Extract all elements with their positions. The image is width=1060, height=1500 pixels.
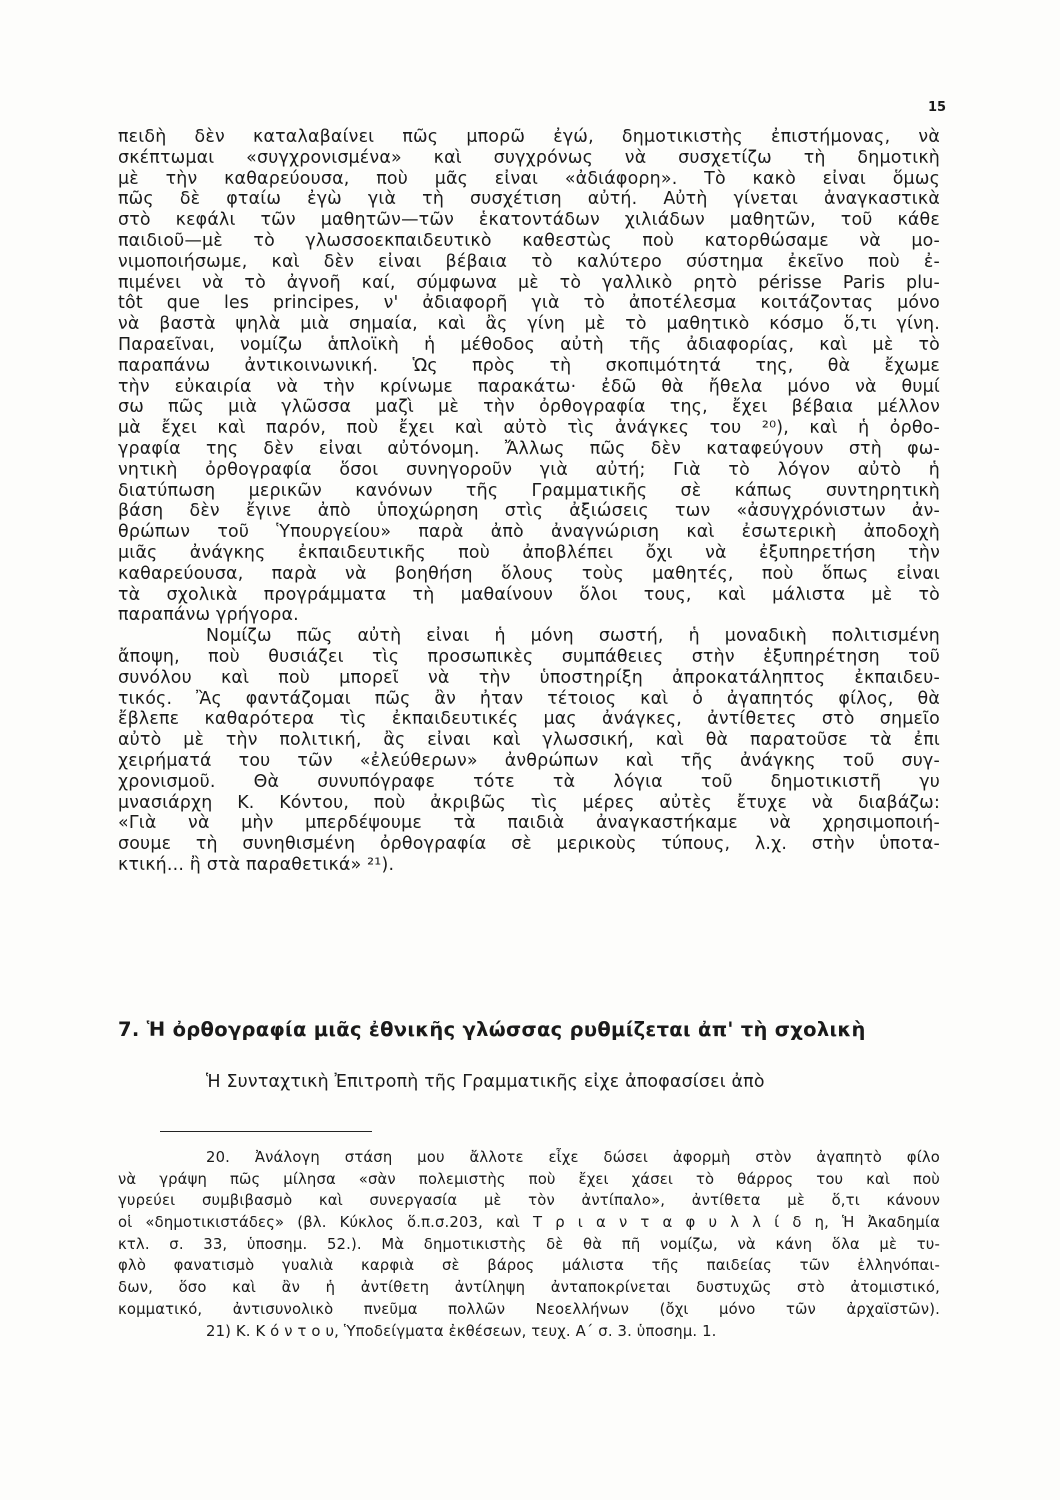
paragraph-1 — [118, 127, 940, 626]
page-number: 15 — [928, 100, 947, 115]
text-line: πειδὴ δὲν καταλαβαίνει πῶς μπορῶ ἐγώ, δημοτικιστὴς ἐπιστήμονας, νὰ — [118, 127, 940, 147]
text-line: τὴν εὐκαιρία νὰ τὴν κρίνωμε παρακάτω· ἐδῶ θὰ ἤθελα μόνο νὰ θυμί — [118, 376, 940, 397]
text-line: νητικὴ ὀρθογραφία ὅσοι συνηγοροῦν γιὰ αὐτή; Γιὰ τὸ λόγον αὐτὸ ἡ — [118, 459, 940, 480]
text-line: παραπάνω γρήγορα. — [118, 605, 299, 626]
text-line: τὰ σχολικὰ προγράμματα τὴ μαθαίνουν ὅλοι τους, καὶ μάλιστα μὲ τὸ — [118, 584, 940, 605]
text-line: Νομίζω πῶς αὐτὴ εἶναι ἡ μόνη σωστή, ἡ μοναδικὴ πολιτισμένη — [206, 626, 940, 647]
footnote-line: δων, ὅσο καὶ ἂν ἡ ἀντίθετη ἀντίληψη ἀνταποκρίνεται δυστυχῶς στὸ ἀτομιστικό, — [118, 1279, 940, 1297]
footnote-line: κομματικό, ἀντισυνολικὸ πνεῦμα πολλῶν Νεοελλήνων (ὄχι μόνο τῶν ἀρχαϊστῶν). — [118, 1300, 940, 1318]
text-line: διατύπωση μερικῶν κανόνων τῆς Γραμματικῆς σὲ κάπως συντηρητικὴ — [118, 480, 940, 501]
text-line: πιμένει νὰ τὸ ἀγνοῆ καί, σύμφωνα μὲ τὸ γαλλικὸ ρητὸ périsse Paris plu- — [118, 272, 940, 293]
footnote-line: γυρεύει συμβιβασμὸ καὶ συνεργασία μὲ τὸν ἀντίπαλο», ἀντίθετα μὲ ὅ,τι κάνουν — [118, 1192, 940, 1210]
footnote-line: φλὸ φανατισμὸ γυαλιὰ καρφιὰ σὲ βάρος μάλιστα τῆς παιδείας τῶν ἑλληνόπαι- — [118, 1257, 940, 1275]
text-line: tôt que les principes, ν' ἀδιαφορῆ γιὰ τὸ ἀποτέλεσμα κοιτάζοντας μόνο — [118, 293, 940, 314]
text-line: σουμε τὴ συνηθισμένη ὀρθογραφία σὲ μερικοὺς τύπους, λ.χ. στὴν ὑποτα- — [118, 834, 940, 855]
text-line: ἄποψη, ποὺ θυσιάζει τὶς προσωπικὲς συμπάθειες στὴν ἐξυπηρέτηση τοῦ — [118, 646, 940, 667]
text-line: χειρήματά του τῶν «ἐλεύθερων» ἀνθρώπων καὶ τῆς ἀνάγκης τοῦ συγ- — [118, 750, 940, 771]
text-line: ἔβλεπε καθαρότερα τὶς ἐκπαιδευτικές μας ἀνάγκες, ἀντίθετες στὸ σημεῖο — [118, 709, 940, 730]
text-line: κτική... ἢ στὰ παραθετικά» ²¹). — [118, 854, 395, 875]
text-line: «Γιὰ νὰ μὴν μπερδέψουμε τὰ παιδιὰ ἀναγκαστήκαμε νὰ χρησιμοποιή- — [118, 813, 940, 834]
text-line: μνασιάρχη Κ. Κόντου, ποὺ ἀκριβῶς τὶς μέρες αὐτὲς ἔτυχε νὰ διαβάζω: — [118, 792, 940, 813]
text-line: μιᾶς ἀνάγκης ἐκπαιδευτικῆς ποὺ ἀποβλέπει ὄχι νὰ ἐξυπηρετήση τὴν — [118, 542, 940, 563]
footnote-21: 21) Κ. Κ ό ν τ ο υ, Ὑποδείγματα ἐκθέσεων, τευχ. Α΄ σ. 3. ὑποσημ. 1. — [206, 1322, 717, 1340]
text-line: θρώπων τοῦ Ὑπουργείου» παρὰ ἀπὸ ἀναγνώριση καὶ ἐσωτερικὴ ἀποδοχὴ — [118, 522, 940, 543]
text-line: σω πῶς μιὰ γλῶσσα μαζὶ μὲ τὴν ὀρθογραφία της, ἔχει βέβαια μέλλον — [118, 397, 940, 418]
section-heading: 7. Ἡ ὀρθογραφία μιᾶς ἐθνικῆς γλώσσας ρυθμίζεται ἀπ' τὴ σχολικὴ — [118, 1018, 866, 1041]
text-line: Παραεῖναι, νομίζω ἁπλοϊκὴ ἡ μέθοδος αὐτὴ τῆς ἀδιαφορίας, καὶ μὲ τὸ — [118, 334, 940, 355]
footnote-divider — [160, 1131, 372, 1132]
text-line: νιμοποιήσωμε, καὶ δὲν εἶναι βέβαια τὸ καλύτερο σύστημα ἐκεῖνο ποὺ ἐ- — [118, 251, 940, 272]
text-line: μὰ ἔχει καὶ παρόν, ποὺ ἔχει καὶ αὐτὸ τὶς ἀνάγκες του ²⁰), καὶ ἡ ὀρθο- — [118, 418, 940, 439]
footnotes — [118, 1147, 940, 1342]
text-line: πῶς δὲ φταίω ἐγὼ γιὰ τὴ συσχέτιση αὐτή. Αὐτὴ γίνεται ἀναγκαστικὰ — [118, 189, 940, 210]
text-line: συνόλου καὶ ποὺ μπορεῖ νὰ τὴν ὑποστηρίξη ἀπροκατάληπτος ἐκπαιδευ- — [118, 667, 940, 688]
main-text — [118, 127, 940, 876]
footnote-line: οἱ «δημοτικιστάδες» (βλ. Κύκλος ὅ.π.σ.203, καὶ Τ ρ ι α ν τ α φ υ λ λ ί δ η, Ἡ Ἀκαδημία — [118, 1214, 940, 1232]
footnote-line: 20. Ἀνάλογη στάση μου ἄλλοτε εἶχε δώσει ἀφορμὴ στὸν ἀγαπητὸ φίλο — [206, 1149, 940, 1166]
text-line: καθαρεύουσα, παρὰ νὰ βοηθήση ὅλους τοὺς μαθητές, ποὺ ὅπως εἶναι — [118, 563, 940, 584]
text-line: στὸ κεφάλι τῶν μαθητῶν—τῶν ἑκατοντάδων χιλιάδων μαθητῶν, τοῦ κάθε — [118, 210, 940, 231]
text-line: παιδιοῦ—μὲ τὸ γλωσσοεκπαιδευτικὸ καθεστὼς ποὺ κατορθώσαμε νὰ μο- — [118, 230, 940, 251]
text-line: τικός. Ἂς φαντάζομαι πῶς ἂν ἦταν τέτοιος καὶ ὁ ἀγαπητός φίλος, θὰ — [118, 688, 940, 709]
text-line: μὲ τὴν καθαρεύουσα, ποὺ μᾶς εἶναι «ἀδιάφορη». Τὸ κακὸ εἶναι ὅμως — [118, 168, 940, 189]
section-body — [118, 1072, 940, 1093]
text-line: παραπάνω ἀντικοινωνική. Ὡς πρὸς τὴ σκοπιμότητά της, θὰ ἔχωμε — [118, 355, 940, 376]
text-line: γραφία της δὲν εἶναι αὐτόνομη. Ἄλλως πῶς δὲν καταφεύγουν στὴ φω- — [118, 438, 940, 459]
text-line: σκέπτωμαι «συγχρονισμένα» καὶ συγχρόνως νὰ συσχετίζω τὴ δημοτικὴ — [118, 147, 940, 168]
footnote-line: κτλ. σ. 33, ὑποσημ. 52.). Μὰ δημοτικιστὴς δὲ θὰ πῆ νομίζω, νὰ κάνη ὅλα μὲ τυ- — [118, 1235, 940, 1253]
footnote-line: νὰ γράψη πῶς μίλησα «σὰν πολεμιστὴς ποὺ ἔχει χάσει τὸ θάρρος του καὶ ποὺ — [118, 1170, 940, 1188]
paragraph-2 — [118, 626, 940, 876]
text-line: νὰ βαστὰ ψηλὰ μιὰ σημαία, καὶ ἂς γίνη μὲ τὸ μαθητικὸ κόσμο ὅ,τι γίνη. — [118, 314, 940, 335]
text-line: βάση δὲν ἔγινε ἀπὸ ὑποχώρηση στὶς ἀξιώσεις των «ἀσυγχρόνιστων ἀν- — [118, 501, 940, 522]
footnote-20 — [118, 1147, 940, 1321]
text-line: χρονισμοῦ. Θὰ συνυπόγραφε τότε τὰ λόγια τοῦ δημοτικιστῆ γυ — [118, 771, 940, 792]
text-line: Ἡ Συνταχτικὴ Ἐπιτροπὴ τῆς Γραμματικῆς εἶχε ἀποφασίσει ἀπὸ — [206, 1072, 765, 1092]
text-line: αὐτὸ μὲ τὴν πολιτική, ἂς εἶναι καὶ γλωσσική, καὶ θὰ παρατοῦσε τὰ ἐπι — [118, 730, 940, 751]
